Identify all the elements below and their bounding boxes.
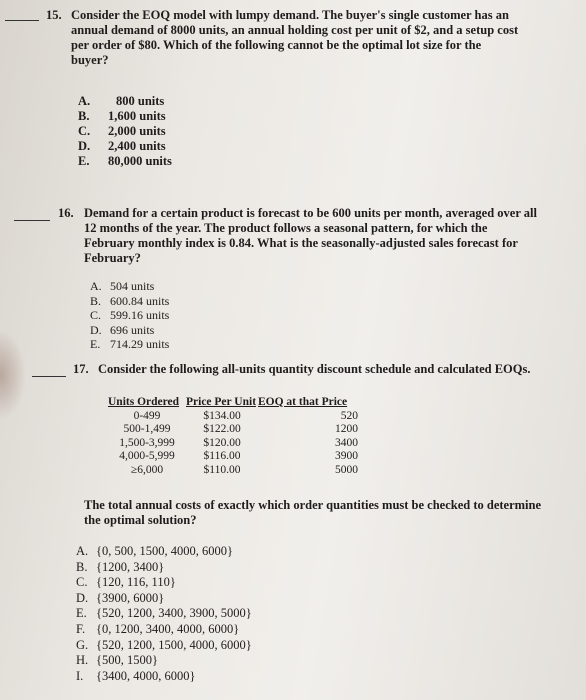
answer-blank-16[interactable] (14, 220, 50, 221)
header-eoq: EOQ at that Price (258, 396, 348, 408)
question-stem (71, 8, 571, 68)
table-row: 1,500-3,999 $120.00 3400 (119, 436, 358, 449)
question-stem: Consider the following all-units quantity discount schedule and calculated EOQs. (98, 362, 531, 376)
option-d[interactable]: D. 696 units (90, 322, 155, 337)
answer-blank-15[interactable] (5, 20, 39, 21)
question-number: 16. (58, 206, 74, 220)
stem-line: February? (84, 251, 141, 265)
stem-line: the optimal solution? (84, 513, 197, 527)
stem-line: buyer? (71, 53, 109, 67)
option-g[interactable]: G. {520, 1200, 1500, 4000, 6000} (76, 637, 252, 652)
option-a[interactable]: A. 800 units (78, 94, 165, 108)
options-list (90, 279, 169, 352)
header-price-per-unit: Price Per Unit (186, 396, 257, 408)
table-row: 4,000-5,999 $116.00 3900 (119, 450, 358, 462)
option-b[interactable]: B. 600.84 units (90, 293, 170, 308)
table-header-row (108, 396, 358, 410)
table-row: 0-499 $134.00 520 (133, 409, 358, 422)
stem-line: per order of $80. Which of the following cannot be the optimal lot size for the (71, 38, 482, 52)
options-list (76, 544, 252, 684)
followup-question (84, 498, 574, 528)
stem-line: 12 months of the year. The product follows a seasonal pattern, for which the (84, 221, 488, 235)
option-d[interactable]: D. {3900, 6000} (76, 590, 165, 605)
stem-line: February monthly index is 0.84. What is the seasonally-adjusted sales forecast for (84, 236, 518, 250)
option-c[interactable]: C. 2,000 units (78, 124, 166, 138)
discount-schedule-table (108, 396, 358, 477)
page-shadow (0, 330, 26, 420)
option-f[interactable]: F. {0, 1200, 3400, 4000, 6000} (76, 621, 240, 636)
option-i[interactable]: I. {3400, 4000, 6000} (76, 668, 196, 683)
option-c[interactable]: C. 599.16 units (90, 308, 170, 322)
option-e[interactable]: E. 714.29 units (90, 337, 170, 351)
option-d[interactable]: D. 2,400 units (78, 139, 166, 153)
header-units-ordered: Units Ordered (108, 396, 180, 408)
option-e[interactable]: E. {520, 1200, 3400, 3900, 5000} (76, 606, 252, 621)
table-row: 500-1,499 $122.00 1200 (123, 423, 358, 435)
answer-blank-17[interactable] (32, 376, 66, 377)
options-list (78, 94, 172, 169)
stem-line: The total annual costs of exactly which order quantities must be checked to determine (84, 498, 542, 512)
stem-line: Demand for a certain product is forecast to be 600 units per month, averaged over all (84, 206, 537, 220)
option-c[interactable]: C. {120, 116, 110} (76, 575, 176, 590)
option-e[interactable]: E. 80,000 units (78, 154, 172, 168)
option-a[interactable]: A. 504 units (90, 279, 155, 293)
stem-line: Consider the EOQ model with lumpy demand. The buyer's single customer has an (71, 8, 509, 22)
option-b[interactable]: B. 1,600 units (78, 109, 166, 123)
table-row: ≥6,000 $110.00 5000 (130, 463, 358, 476)
option-b[interactable]: B. {1200, 3400} (76, 559, 165, 574)
option-h[interactable]: H. {500, 1500} (76, 653, 158, 668)
question-stem (84, 206, 579, 266)
stem-line: annual demand of 8000 units, an annual holding cost per unit of $2, and a setup cost (71, 23, 519, 37)
option-a[interactable]: A. {0, 500, 1500, 4000, 6000} (76, 544, 233, 558)
question-number: 17. (73, 362, 89, 376)
question-number: 15. (46, 8, 62, 22)
